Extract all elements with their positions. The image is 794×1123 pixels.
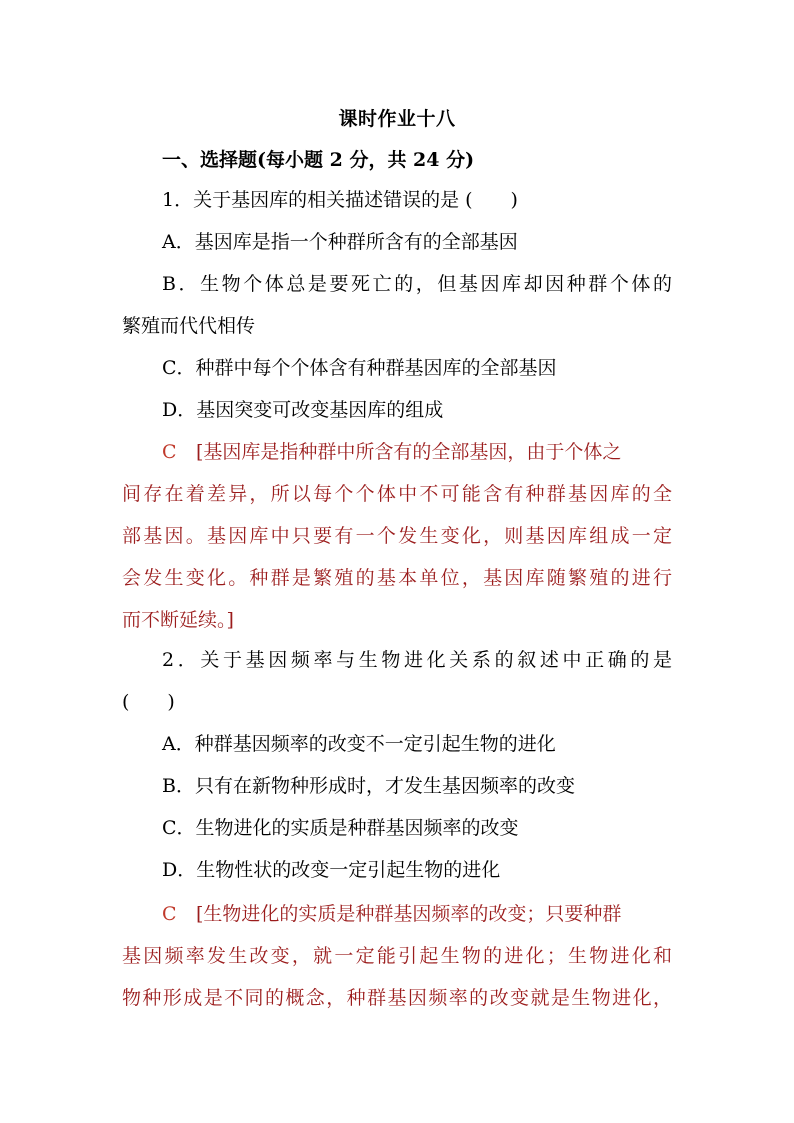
- question-2-answer-letter: C: [162, 903, 177, 925]
- question-2-explanation-line-2: 基因频率发生改变，就一定能引起生物的进化；生物进化和: [122, 945, 672, 967]
- question-2-option-b: B．只有在新物种形成时，才发生基因频率的改变: [162, 775, 575, 797]
- question-1-option-c: C．种群中每个个体含有种群基因库的全部基因: [162, 357, 557, 379]
- question-1-option-d: D．基因突变可改变基因库的组成: [162, 399, 444, 421]
- question-2-option-d: D．生物性状的改变一定引起生物的进化: [162, 859, 501, 881]
- question-1-explanation-line-4: 会发生变化。种群是繁殖的基本单位，基因库随繁殖的进行: [122, 567, 672, 589]
- page-title: 课时作业十八: [338, 108, 456, 130]
- question-2-explanation-line-1: [162, 902, 672, 926]
- question-2-stem-line-1: 2．关于基因频率与生物进化关系的叙述中正确的是: [162, 649, 672, 671]
- question-1-explanation-line-2: 间存在着差异，所以每个个体中不可能含有种群基因库的全: [122, 483, 672, 505]
- question-1-stem: 1．关于基因库的相关描述错误的是 ( ): [162, 189, 518, 211]
- question-2-stem-line-2: ( ): [122, 691, 175, 713]
- question-2-option-a: A．种群基因频率的改变不一定引起生物的进化: [162, 733, 556, 755]
- section-heading: 一、选择题(每小题 2 分，共 24 分): [162, 149, 475, 171]
- question-1-answer-letter: C: [162, 441, 177, 463]
- question-1-explanation-line-3: 部基因。基因库中只要有一个发生变化，则基因库组成一定: [122, 525, 672, 547]
- question-1-explanation-line-1: [162, 440, 672, 464]
- question-1-option-b-line-2: 繁殖而代代相传: [122, 315, 256, 337]
- question-1-explanation-text-1: [基因库是指种群中所含有的全部基因，由于个体之: [196, 441, 622, 463]
- question-1-option-b-line-1: B．生物个体总是要死亡的，但基因库却因种群个体的: [162, 273, 672, 295]
- question-2-explanation-line-3: 物种形成是不同的概念，种群基因频率的改变就是生物进化，: [122, 987, 672, 1009]
- question-2-explanation-text-1: [生物进化的实质是种群基因频率的改变；只要种群: [196, 903, 622, 925]
- question-1-option-a: A．基因库是指一个种群所含有的全部基因: [162, 231, 518, 253]
- question-2-option-c: C．生物进化的实质是种群基因频率的改变: [162, 817, 519, 839]
- question-1-explanation-line-5: 而不断延续。]: [122, 609, 234, 631]
